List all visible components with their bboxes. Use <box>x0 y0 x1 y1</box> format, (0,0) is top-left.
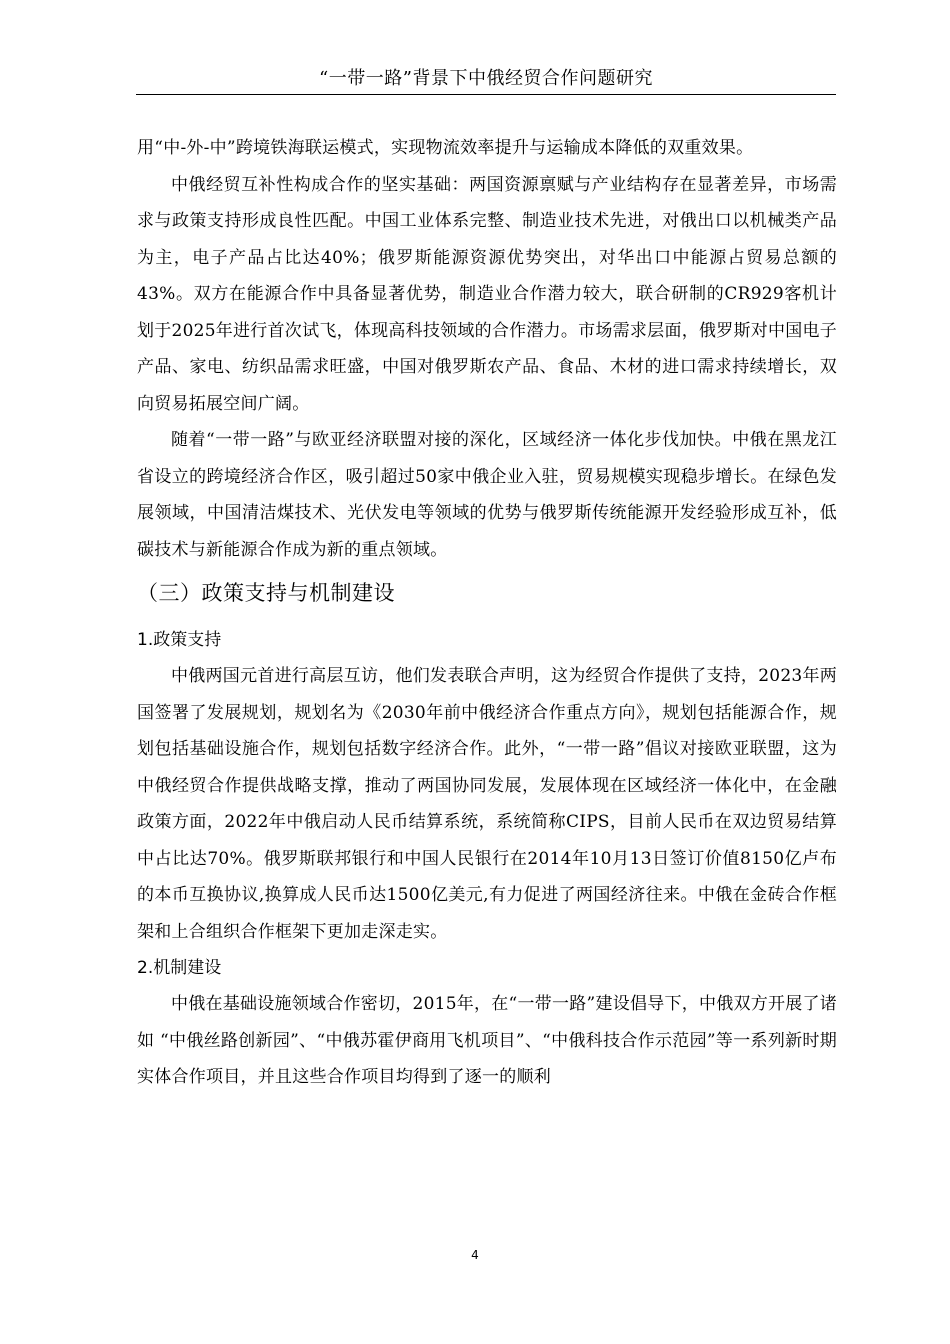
paragraph: 中俄在基础设施领域合作密切，2015年，在“一带一路”建设倡导下，中俄双方开展了诸如 “中俄丝路创新园”、“中俄苏霍伊商用飞机项目”、“中俄科技合作示范园”等一系列新时期实体合作项目，并且这些合作项目均得到了逐一的顺利 <box>137 994 837 1087</box>
paragraph: 中俄两国元首进行高层互访，他们发表联合声明，这为经贸合作提供了支持，2023年两国签署了发展规划，规划名为《2030年前中俄经济合作重点方向》，规划包括能源合作，规划包括基础设施合作，规划包括数字经济合作。此外，“一带一路”倡议对接欧亚联盟，这为中俄经贸合作提供战略支撑，推动了两国协同发展，发展体现在区域经济一体化中，在金融政策方面，2022年中俄启动人民币结算系统，系统简称CIPS，目前人民币在双边贸易结算中占比达70%。俄罗斯联邦银行和中国人民银行在2014年10月13日签订价值8150亿卢布的本币互换协议,换算成人民币达1500亿美元,有力促进了两国经济往来。中俄在金砖合作框架和上合组织合作框架下更加走深走实。 <box>137 666 837 942</box>
paragraph: 随着“一带一路”与欧亚经济联盟对接的深化，区域经济一体化步伐加快。中俄在黑龙江省设立的跨境经济合作区，吸引超过50家中俄企业入驻，贸易规模实现稳步增长。在绿色发展领域，中国清洁煤技术、光伏发电等领域的优势与俄罗斯传统能源开发经验形成互补，低碳技术与新能源合作成为新的重点领域。 <box>137 430 837 560</box>
page-number: 4 <box>471 1248 479 1262</box>
header-divider <box>136 94 836 95</box>
subsection-heading: 1.政策支持 <box>137 630 222 650</box>
running-header: “一带一路”背景下中俄经贸合作问题研究 <box>319 68 653 89</box>
subsection-heading: 2.机制建设 <box>137 958 222 978</box>
body-text <box>137 130 837 1096</box>
paragraph: 中俄经贸互补性构成合作的坚实基础：两国资源禀赋与产业结构存在显著差异，市场需求与政策支持形成良性匹配。中国工业体系完整、制造业技术先进，对俄出口以机械类产品为主，电子产品占比达40%；俄罗斯能源资源优势突出，对华出口中能源占贸易总额的43%。双方在能源合作中具备显著优势，制造业合作潜力较大，联合研制的CR929客机计划于2025年进行首次试飞，体现高科技领域的合作潜力。市场需求层面，俄罗斯对中国电子产品、家电、纺织品需求旺盛，中国对俄罗斯农产品、食品、木材的进口需求持续增长，双向贸易拓展空间广阔。 <box>137 174 837 414</box>
paragraph: 用“中-外-中”跨境铁海联运模式，实现物流效率提升与运输成本降低的双重效果。 <box>137 138 754 158</box>
section-heading: （三）政策支持与机制建设 <box>137 581 395 605</box>
